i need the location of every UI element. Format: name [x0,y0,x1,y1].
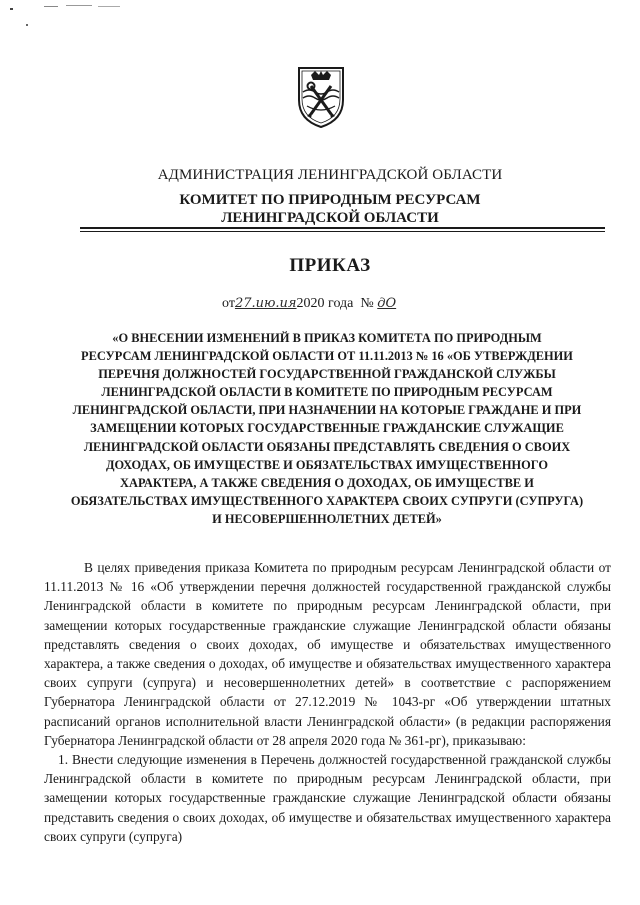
title-line: ХАРАКТЕРА, А ТАКЖЕ СВЕДЕНИЯ О ДОХОДАХ, ОБ ИМУЩЕСТВЕ И [120,475,534,490]
order-title [44,329,610,528]
scan-artifact [0,0,140,40]
committee-heading-line: ЛЕНИНГРАДСКОЙ ОБЛАСТИ [221,210,439,226]
handwritten-date: 27.ию.ия [234,296,297,311]
header-divider [80,231,605,232]
date-number-line [222,296,396,312]
committee-heading-line: КОМИТЕТ ПО ПРИРОДНЫМ РЕСУРСАМ [179,192,481,208]
title-line: РЕСУРСАМ ЛЕНИНГРАДСКОЙ ОБЛАСТИ ОТ 11.11.2013 № 16 «ОБ УТВЕРЖДЕНИИ [81,349,573,364]
title-line: ПЕРЕЧНЯ ДОЛЖНОСТЕЙ ГОСУДАРСТВЕННОЙ ГРАЖДАНСКОЙ СЛУЖБЫ [98,367,556,382]
body-paragraph: 1. Внести следующие изменения в Перечень должностей государственной гражданской службы Ленинградской области в комитете по природным ресурсам Ленинградской области, при замещении которых государственные гражданские служащие Ленинградской области обязаны представить сведения о своих доходах, об имуществе и обязательствах имущественного характера своих супруги (супруга) [44,752,611,844]
title-line: ЛЕНИНГРАДСКОЙ ОБЛАСТИ ОБЯЗАНЫ ПРЕДСТАВЛЯТЬ СВЕДЕНИЯ О СВОИХ [83,439,571,454]
order-body [44,558,611,846]
title-line: ЛЕНИНГРАДСКОЙ ОБЛАСТИ, ПРИ НАЗНАЧЕНИИ НА КОТОРЫЕ ГРАЖДАНЕ И ПРИ [72,403,582,418]
number-label: № [360,296,374,311]
body-paragraph: В целях приведения приказа Комитета по природным ресурсам Ленинградской области от 11.11.2013 № 16 «Об утверждении перечня должностей государственной гражданской службы Ленинградской области в комитете по природным ресурсам Ленинградской области, при замещении которых государственные гражданские служащие Ленинградской области обязаны представлять сведения о своих доходах, об имуществе и обязательствах имущественного характера, а также сведения о доходах, об имуществе и обязательствах имущественного характера своих супруги (супруга) и несовершеннолетних детей» в соответствие с распоряжением Губернатора Ленинградской области от 27.12.2019 № 1043-рг «Об утверждении штатных расписаний органов исполнительной власти Ленинградской области» (в редакции распоряжения Губернатора Ленинградской области от 28 апреля 2020 года № 361-рг), приказываю: [44,560,611,748]
document-type-title: ПРИКАЗ [289,255,371,276]
title-line: ОБЯЗАТЕЛЬСТВАХ ИМУЩЕСТВЕННОГО ХАРАКТЕРА СВОИХ СУПРУГИ (СУПРУГА) [70,493,584,508]
title-line: «О ВНЕСЕНИИ ИЗМЕНЕНИЙ В ПРИКАЗ КОМИТЕТА ПО ПРИРОДНЫМ [112,331,542,345]
date-suffix: 2020 года [296,296,354,311]
title-line: ДОХОДАХ, ОБ ИМУЩЕСТВЕ И ОБЯЗАТЕЛЬСТВАХ ИМУЩЕСТВЕННОГО [105,457,549,472]
committee-heading [60,191,600,227]
administration-heading: АДМИНИСТРАЦИЯ ЛЕНИНГРАДСКОЙ ОБЛАСТИ [157,167,503,183]
handwritten-number: дО [377,296,397,311]
title-line: И НЕСОВЕРШЕННОЛЕТНИХ ДЕТЕЙ» [212,511,442,526]
title-line: ЛЕНИНГРАДСКОЙ ОБЛАСТИ В КОМИТЕТЕ ПО ПРИРОДНЫМ РЕСУРСАМ [101,385,553,400]
header-divider [80,227,605,229]
coat-of-arms-icon [293,62,349,130]
title-line: ЗАМЕЩЕНИИ КОТОРЫХ ГОСУДАРСТВЕННЫЕ ГРАЖДАНСКИЕ СЛУЖАЩИЕ [90,421,564,436]
date-prefix: от [222,296,235,311]
